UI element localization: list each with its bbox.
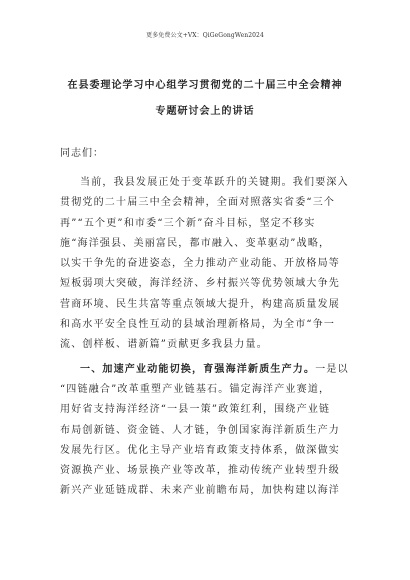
paragraph-1-line: 营商环境、民生共富等重点领域大提升，构建高质量发展 — [60, 298, 340, 310]
paragraph-2-line: 发展先行区。优化主导产业培育政策支持体系，做深做实 — [60, 444, 340, 456]
page-header: 更多免费公文+VX：QiGeGongWen2024 — [146, 32, 264, 39]
paragraph-1-line: 施“海洋强县、美丽富民，都市融入、变革驱动”战略， — [60, 237, 331, 249]
section-heading: 一、加速产业动能切换，育强海洋新质生产力。 — [80, 363, 316, 375]
paragraph-2-line: 用好省支持海洋经济“一县一策”政策红利，围绕产业链 — [60, 404, 331, 416]
section-heading-line — [60, 360, 350, 380]
greeting: 同志们： — [60, 148, 104, 159]
paragraph-1-line: 贯彻党的二十届三中全会精神，全面对照落实省委“三个 — [60, 197, 336, 209]
title-line-2: 专题研讨会上的讲话 — [155, 106, 255, 117]
paragraph-1-line: 短板弱项大突破，海洋经济、乡村振兴等优势领域大争先 — [60, 278, 340, 290]
document-title — [60, 73, 350, 125]
paragraph-1-line: 再”“五个更”和市委“三个新”奋斗目标，坚定不移实 — [60, 217, 316, 229]
title-line-1: 在县委理论学习中心组学习贯彻党的二十届三中全会精神 — [67, 80, 343, 91]
paragraph-1-line: 和高水平安全良性互动的县域治理新格局，为全市“争一 — [60, 319, 336, 331]
section-heading-tail: 一是以 — [315, 363, 349, 375]
paragraph-2-line: “四链融合”改革重塑产业链基石。锚定海洋产业赛道， — [60, 383, 331, 395]
paragraph-1-line: 以实干争先的奋进姿态，全力推动产业动能、开放格局等 — [60, 258, 340, 270]
paragraph-2-line: 布局创新链、资金链、人才链，争创国家海洋新质生产力 — [60, 424, 340, 436]
paragraph-2 — [60, 360, 350, 502]
paragraph-1-line: 流、创样板、谱新篇”贡献更多我县力量。 — [60, 339, 268, 351]
paragraph-2-line: 资源换产业、场景换产业等改革，推动传统产业转型升级 — [60, 465, 340, 477]
paragraph-1-line: 当前，我县发展正处于变革跃升的关键期。我们要深入 — [80, 177, 349, 188]
paragraph-2-line: 新兴产业延链成群、未来产业前瞻布局，加快构建以海洋 — [60, 485, 340, 497]
paragraph-1 — [60, 173, 350, 356]
